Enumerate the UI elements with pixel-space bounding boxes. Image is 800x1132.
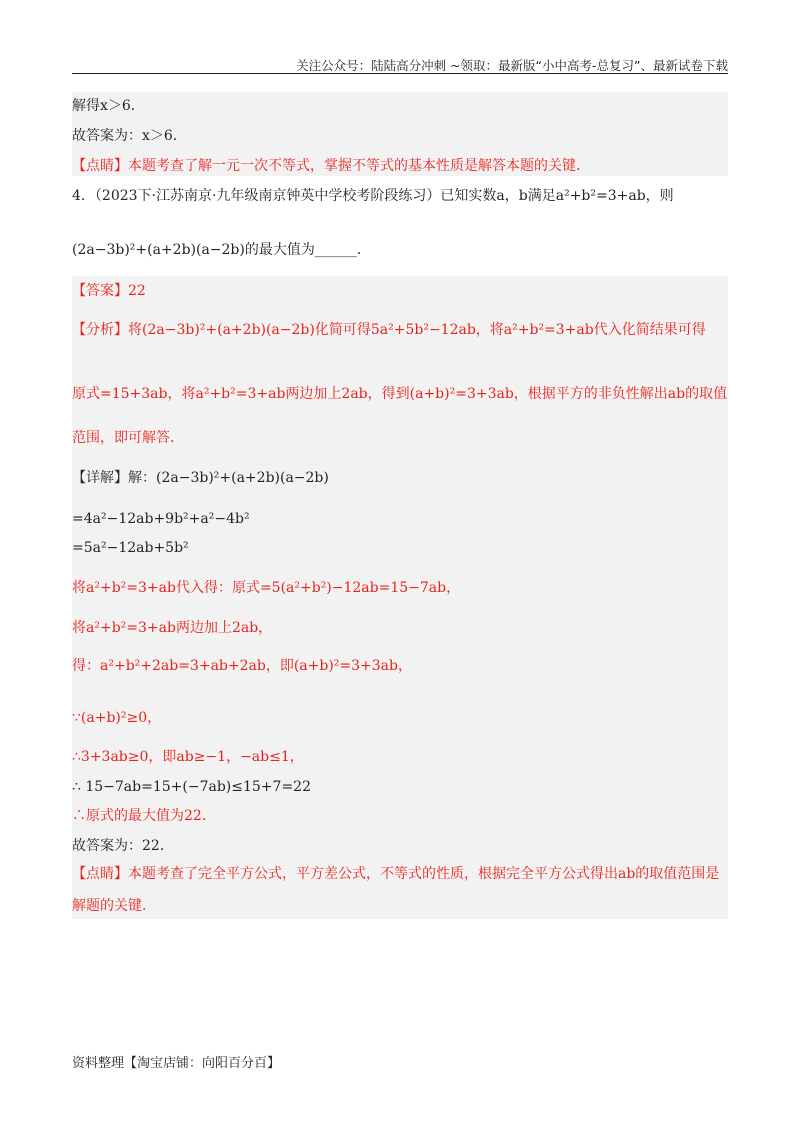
prev-solution: 解得x＞6． [72,98,145,114]
page-header: 关注公众号：陆陆高分冲刺 ~领取：最新版“小中高考-总复习”、最新试卷下载 [296,58,728,73]
q4-comment-line2: 解题的关键． [72,898,156,914]
q4-detail-line8: ∴3+3ab≥0，即ab≥−1，−ab≤1， [72,749,304,765]
q4-detail-line4: 将a²+b²=3+ab代入得：原式=5(a²+b²)−12ab=15−7ab， [72,580,461,596]
q4-detail-line6: 得：a²+b²+2ab=3+ab+2ab，即(a+b)²=3+3ab， [72,658,412,674]
q4-answer: 【答案】22 [72,283,146,299]
page-footer: 资料整理【淘宝店铺：向阳百分百】 [72,1056,281,1071]
q4-detail-line2: =4a²−12ab+9b²+a²−4b² [72,511,250,527]
q4-detail-line9: ∴ 15−7ab=15+(−7ab)≤15+7=22 [72,779,311,795]
q4-final-answer: 故答案为：22． [72,838,174,854]
q4-analysis-line1: 【分析】将(2a−3b)²+(a+2b)(a−2b)化简可得5a²+5b²−12ab，将a²+b²=3+ab代入化简结果可得 [72,322,706,338]
q4-detail-line3: =5a²−12ab+5b² [72,540,189,556]
q4-detail-line5: 将a²+b²=3+ab两边加上2ab， [72,620,273,636]
q4-analysis-line3: 范围，即可解答． [72,430,184,446]
q4-comment-line1: 【点睛】本题考查了完全平方公式，平方差公式，不等式的性质，根据完全平方公式得出ab的取值范围是 [72,866,720,882]
header-divider [72,73,728,74]
q4-detail-line10: ∴原式的最大值为22． [72,808,216,824]
q4-detail-line1: 【详解】解：(2a−3b)²+(a+2b)(a−2b) [72,470,329,486]
prev-answer: 故答案为：x＞6． [72,128,187,144]
question-4-stem-line2: (2a−3b)²+(a+2b)(a−2b)的最大值为______． [72,242,371,258]
q4-detail-line7: ∵(a+b)²≥0， [72,710,162,726]
prev-comment: 【点睛】本题考查了解一元一次不等式，掌握不等式的基本性质是解答本题的关键． [72,158,590,174]
q4-analysis-line2: 原式=15+3ab，将a²+b²=3+ab两边加上2ab，得到(a+b)²=3+3ab，根据平方的非负性解出ab的取值 [72,386,728,402]
question-4-stem-line1: 4．（2023下·江苏南京·九年级南京钟英中学校考阶段练习）已知实数a，b满足a²+b²=3+ab，则 [72,188,674,204]
